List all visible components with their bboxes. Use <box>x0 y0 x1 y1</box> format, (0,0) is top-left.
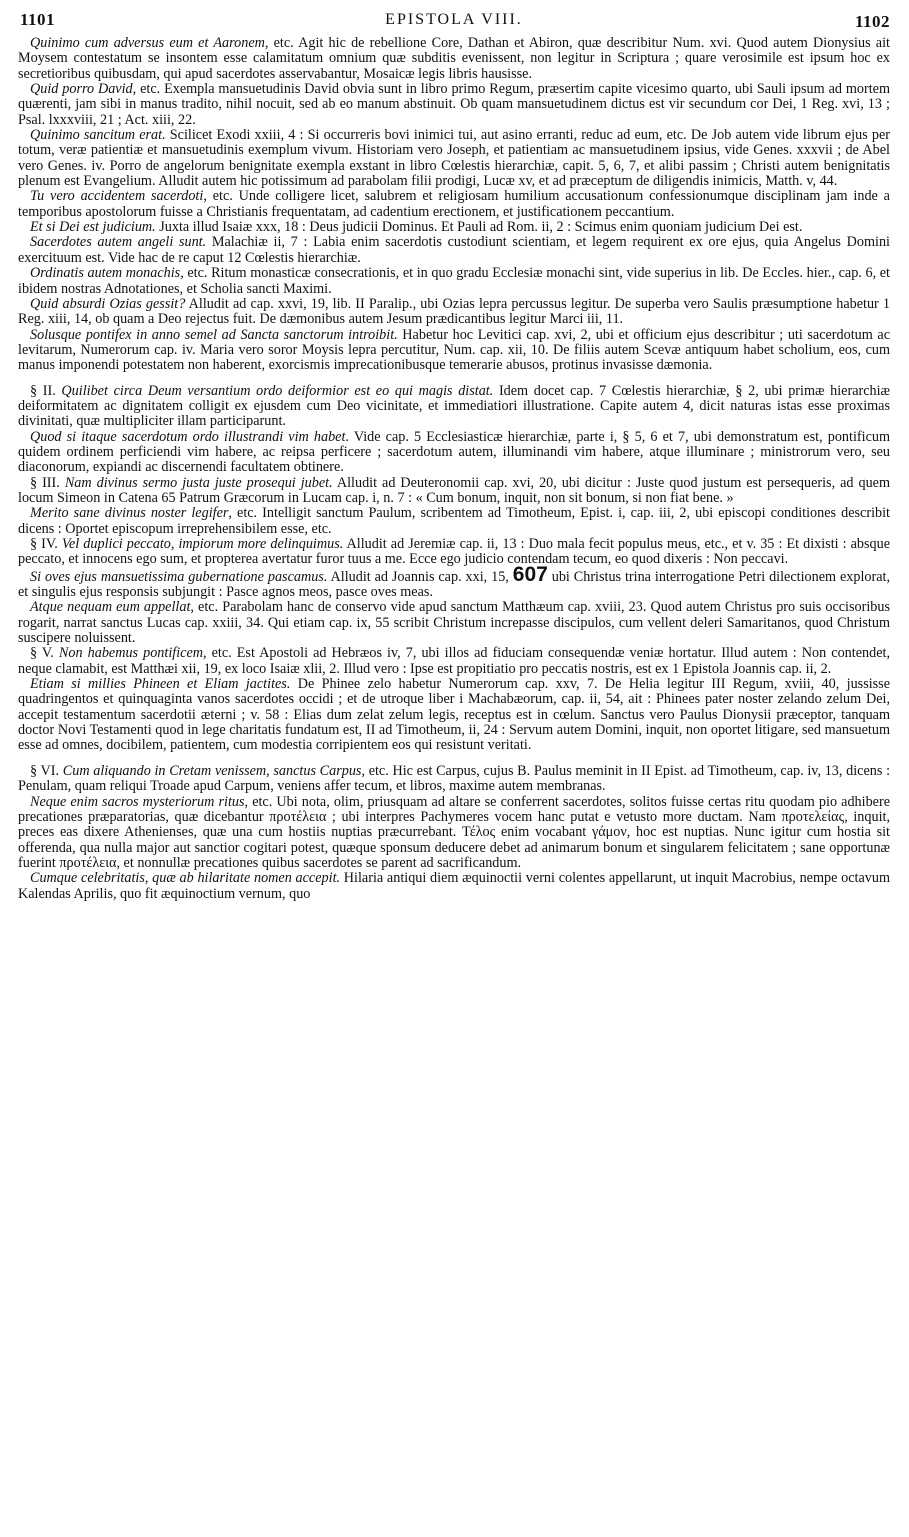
lemma: Tu vero accidentem sacerdoti <box>30 188 204 205</box>
paragraph <box>18 220 890 235</box>
lemma: Neque enim sacros mysteriorum ritus <box>30 793 245 810</box>
paragraph-text: ubi Christus trina interrogatione Petri dilectionem explorat, et singulis ejus responsis subjungit : Pasce agnos meos, pasce oves meas. <box>18 568 890 601</box>
lemma: Quid absurdi Ozias gessit? <box>30 295 186 312</box>
paragraph-text: , etc. Parabolam hanc de conservo vide apud sanctum Matthæum cap. xviii, 23. Quod autem Christus pro suis occisoribus rogarit, narrat sanctus Lucas cap. xxiii, 34. Qui etiam cap. ix, 55 scribit Christum increpasse discipulos, cum vellent deleri Samaritanos, quod Christum suscipere noluissent. <box>18 599 890 647</box>
paragraph <box>18 646 890 677</box>
paragraph-text: , etc. Est Apostoli ad Hebræos iv, 7, ubi illos ad fiduciam consequendæ veniæ hortatur. Illud autem : Non contendet, neque clamabit, est Matthæi xii, 19, ex loco Isaiæ xlii, 2. Illud vero : Ipse est propitiatio pro peccatis nostris, est ex 1 Epistola Joannis cap. ii, 2. <box>18 645 890 677</box>
paragraph <box>18 677 890 754</box>
paragraph-text: , etc. Ritum monasticæ consecrationis, et in quo gradu Ecclesiæ monachi sint, vide superius in lib. De Eccles. hier., cap. 6, et ibidem nostras Adnotationes, et Scholia sancti Maximi. <box>18 265 890 297</box>
page <box>18 6 890 902</box>
paragraph-text: De Phinee zelo habetur Numerorum cap. xxv, 7. De Helia legitur III Regum, xviii, 40, jussisse quadringentos et quinquaginta vanos sacerdotes occidi ; et de utroque liber i Machabæorum, cap. ii, 54, ait : Phinees pater noster zelando zelum Dei, accepit testamentum sacerdotii æterni ; v. 58 : Elias dum zelat zelum legis, receptus est in cœlum. Sanctus vero Paulus Dionysii præceptor, tanquam doctor Novi Testamenti quod in lege charitatis fundatum est, II ad Timotheum, ii, 24 : Servum autem Domini, inquit, non oportet litigare, sed mansuetum esse ad omnes, docibilem, patientem, cum modestia corripientem eos qui resistunt veritati. <box>18 676 890 754</box>
lemma: Non habemus pontificem <box>58 645 204 662</box>
paragraph-text: Alludit ad Jeremiæ cap. ii, 13 : Duo mala fecit populus meus, etc., et v. 35 : Et dixisti : absque peccato, et innocens ego sum, et propterea avertatur furor tuus a me. Ecce ego judicio contendam tecum, eo quod dixeris : Non peccavi. <box>18 536 891 568</box>
paragraph-text: Idem docet cap. 7 Cœlestis hierarchiæ, § 2, ubi primæ hierarchiæ deiformitatem ac dignitatem colligit ex ejusdem cum Deo vicinitate, et immediatiori illustratione. Capite autem 4, dicit naturas istas esse proximas divinitati, quæ multipliciter illam participarunt. <box>18 382 891 430</box>
right-page-number: 1102 <box>854 12 890 31</box>
paragraph-text: , etc. Hic est Carpus, cujus B. Paulus meminit in II Epist. ad Timotheum, cap. iv, 13, dicens : Penulam, quam reliqui Troade apud Carpum, veniens affer tecum, et libros, maxime autem membranas. <box>18 762 891 795</box>
paragraph <box>18 297 890 328</box>
paragraph-text: Alludit ad cap. xxvi, 19, lib. II Paralip., ubi Ozias lepra percussus legitur. De superba vero Saulis præsumptione habetur 1 Reg. xiii, 14, ob quam a Deo rejectus fuit. De dæmonibus autem Jesum prædicantibus legitur Marci iii, 11. <box>18 295 890 328</box>
lemma: Quod si itaque sacerdotum ordo illustrandi vim habet <box>30 428 346 445</box>
lemma: Quilibet circa Deum versantium ordo deiformior est eo qui magis distat. <box>61 382 494 399</box>
paragraph-text: , etc. Exempla mansuetudinis David obvia sunt in libro primo Regum, præsertim capite vicesimo quarto, ubi Sauli ipsum ad mortem quærenti, jam sibi in manus tradito, nihil nocuit, sed ab eo manum abstinuit. Ob quam mansuetudinem dictus est vir secundum cor Dei, 1 Reg. xvi, 13 ; Psal. lxxxviii, 21 ; Act. xiii, 22. <box>18 81 890 128</box>
section-number: § II. <box>30 382 56 399</box>
lemma: Quinimo sancitum erat. <box>30 127 166 144</box>
paragraph <box>18 562 890 601</box>
lemma: Nam divinus sermo justa juste prosequi jubet. <box>64 474 333 491</box>
paragraph <box>18 235 890 266</box>
paragraph <box>18 764 890 795</box>
paragraph-text: Habetur hoc Levitici cap. xvi, 2, ubi et officium ejus describitur ; uti sacerdotum ac levitarum, Numerorum cap. iv. Maria vero soror Moysis lepra percutitur, Num. cap. xii, 10. De filiis autem Scevæ antiquum habet scholium, eos, cum manus imponendi potestatem non haberent, exorcismis imprecationibusque temerarie abusos, protinus invasisse dæmonia. <box>18 326 890 374</box>
lemma: Quinimo cum adversus eum et Aaronem <box>30 35 265 51</box>
lemma: Cum aliquando in Cretam venissem, sanctus Carpus <box>62 762 362 779</box>
paragraph <box>18 871 890 902</box>
paragraph <box>18 384 890 430</box>
lemma: Atque nequam eum appellat <box>30 599 191 616</box>
margin-column-number: 607 <box>512 562 548 586</box>
paragraph <box>18 189 890 220</box>
paragraph-text: . Vide cap. 5 Ecclesiasticæ hierarchiæ, parte i, § 5, 6 et 7, ubi demonstratum est, pontificum quidem ordinem perficiendi vim habere, ac reipsa perficere ; sacerdotum autem, illuminandi vim habere, atque illuminare ; ministrorum vero, seu diaconorum, expiandi ac discernendi facultatem obtinere. <box>18 428 890 476</box>
paragraph-text: Malachiæ ii, 7 : Labia enim sacerdotis custodiunt scientiam, et legem requirent ex ore ejus, quia Angelus Domini exercituum est. Vide hac de re caput 12 Cœlestis hierarchiæ. <box>18 234 890 266</box>
paragraph <box>18 82 890 128</box>
lemma: Solusque pontifex in anno semel ad Sancta sanctorum introibit. <box>30 326 398 343</box>
paragraph <box>18 476 890 507</box>
paragraph-text: , etc. Unde colligere licet, salubrem et religiosam humilium accusationum confessionumque disciplinam jam inde a temporibus apostolorum fuisse a Christianis frequentatam, ad cadentium erectionem, et justificationem peccantium. <box>18 188 890 220</box>
running-title: EPISTOLA VIII. <box>385 11 523 28</box>
paragraph <box>18 430 890 476</box>
running-header <box>18 6 890 36</box>
paragraph <box>18 537 890 568</box>
paragraph-text: Alludit ad Deuteronomii cap. xvi, 20, ubi dicitur : Juste quod justum est persequeris, ad quem locum Simeon in Catena 65 Patrum Græcorum in Lucam cap. i, n. 7 : « Cum bonum, inquit, non sit bonum, si non fiat bene. » <box>18 474 891 506</box>
section-number: § VI. <box>30 762 60 779</box>
paragraph-text: Scilicet Exodi xxiii, 4 : Si occurreris bovi inimici tui, aut asino erranti, reduc ad eum, etc. De Job autem vide librum ejus per totum, veræ patientiæ et mansuetudinis exemplum vivum. Historiam vero Joseph, et patientiam ac mansuetudinem ipsius, vide Genes. xxxvii ; de Abel vero Genes. iv. Porro de angelorum benignitate exempla exstant in libro Cœlestis hierarchiæ, capit. 5, 6, 7, et alibi passim ; Christi autem benignitatis plenum est Evangelium. Alludit autem hic potissimum ad parabolam filii prodigi, Lucæ xv, et ad præceptum de diligendis inimicis, Matth. v, 44. <box>18 127 890 190</box>
lemma: Quid porro David <box>30 81 133 98</box>
section-number: § IV. <box>30 536 58 552</box>
paragraph-text: Alludit ad Joannis cap. xxi, 15, <box>327 568 513 585</box>
paragraph <box>18 328 890 374</box>
lemma: Cumque celebritatis, quæ ab hilaritate nomen accepit. <box>30 870 341 887</box>
paragraph <box>18 795 890 872</box>
lemma: Merito sane divinus noster legifer <box>30 505 229 522</box>
paragraph <box>18 36 890 82</box>
paragraph <box>18 266 890 297</box>
paragraph-text: Hilaria antiqui diem æquinoctii verni colentes appellarunt, ut inquit Macrobius, nempe octavum Kalendas Aprilis, quo fit æquinoctium vernum, quo <box>18 870 890 902</box>
paragraph-text: , etc. Agit hic de rebellione Core, Dathan et Abiron, quæ describitur Num. xvi. Quod autem Dionysius ait Moysem contestatum se insontem esse calamitatum omnium quæ subditis evenissent, non legitur in Scriptura ; quare verosimile est ipsum hoc ex secretioribus quibusdam, qui apud sacerdotes asservabantur, Mosaicæ legis libris hausisse. <box>18 35 890 82</box>
paragraph-text: , etc. Ubi nota, olim, priusquam ad altare se conferrent sacerdotes, solitos fuisse certas ritu quodam pio adhibere precationes præparatorias, quæ dicebantur προτέλεια ; ubi interpres Pachymeres vocem hanc putat e vetusto more ductam. Nam προτελείας, inquit, preces eas dixere Athenienses, quæ una cum hostiis nuptias præcurrebant. Τέλος enim vocabant γάμον, hoc est nuptias. Nunc igitur cum hostia sit offerenda, qua nulla major aut sanctior cogitari potest, quæque sponsum deducere debet ad animarum bonum et singularem felicitatem ; sane opportunæ fuerint προτέλεια, et nonnullæ precationes quibus sacerdotes se parent ad sacrificandum. <box>18 793 890 871</box>
paragraph-text: , etc. Intelligit sanctum Paulum, scribentem ad Timotheum, Epist. i, cap. iii, 2, ubi episcopi conditiones describit dicens : Oportet episcopum irreprehensibilem esse, etc. <box>18 505 890 537</box>
paragraph <box>18 128 890 189</box>
paragraph-text: Juxta illud Isaiæ xxx, 18 : Deus judicii Dominus. Et Pauli ad Rom. ii, 2 : Scimus enim quoniam judicium Dei est. <box>155 219 803 236</box>
lemma: Etiam si millies Phineen et Eliam jactites. <box>30 676 291 693</box>
commentary-text <box>18 36 890 902</box>
left-page-number: 1101 <box>20 10 56 29</box>
paragraph <box>18 600 890 646</box>
lemma: Ordinatis autem monachis <box>30 265 181 282</box>
lemma: Vel duplici peccato, impiorum more delinquimus. <box>61 536 344 552</box>
lemma: Sacerdotes autem angeli sunt. <box>30 234 207 251</box>
section-number: § V. <box>30 645 54 662</box>
section-number: § III. <box>30 474 60 491</box>
paragraph <box>18 506 890 537</box>
lemma: Si oves ejus mansuetissima gubernatione pascamus. <box>30 568 328 585</box>
lemma: Et si Dei est judicium. <box>30 219 156 236</box>
